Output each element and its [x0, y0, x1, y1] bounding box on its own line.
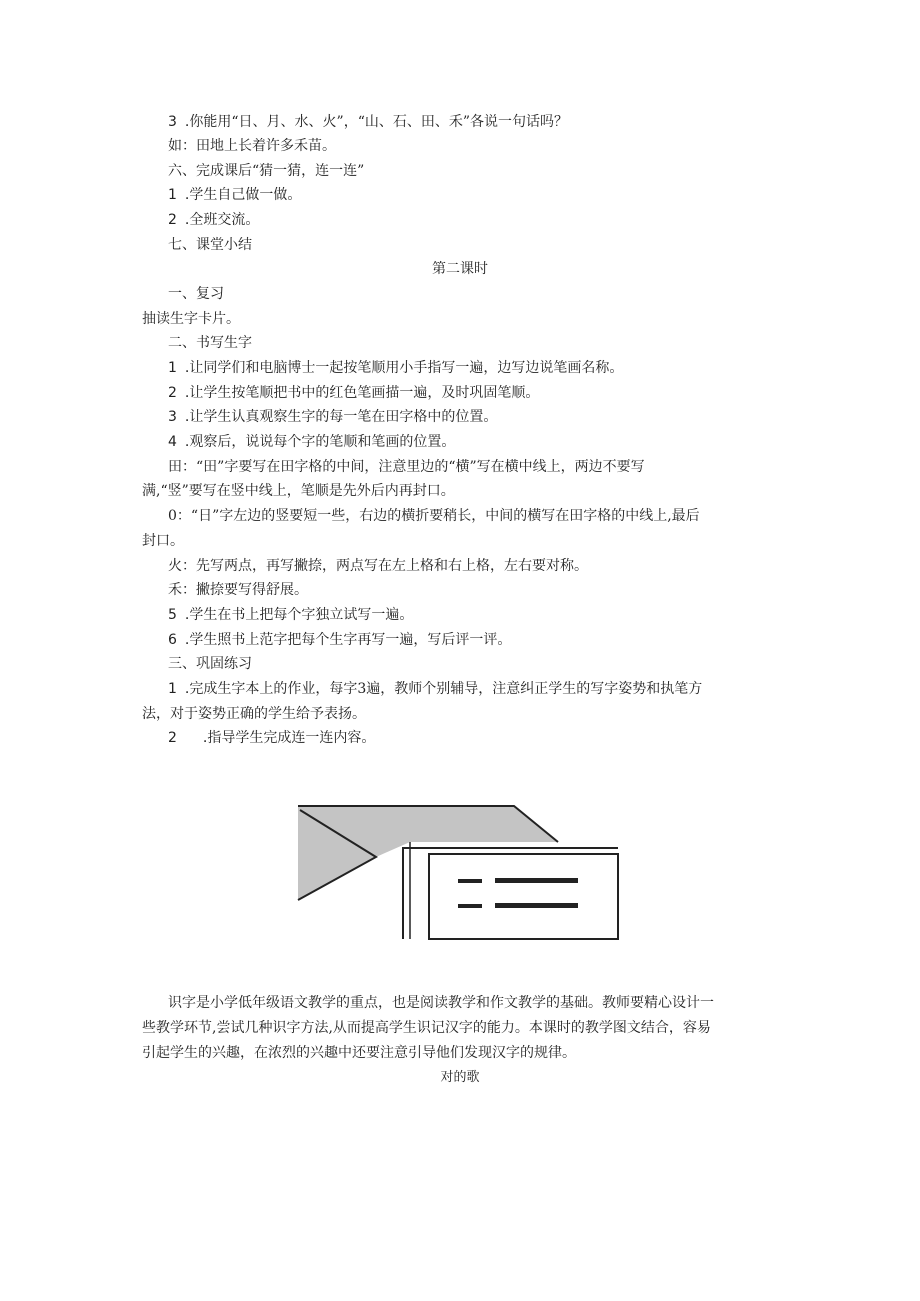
item-3-question: 3 .你能用“日、月、水、火”，“山、石、田、禾”各说一句话吗？: [168, 114, 569, 130]
section-seven-heading: 七、课堂小结: [168, 237, 252, 253]
char-he-note: 禾：撇捺要写得舒展。: [168, 582, 308, 598]
next-lesson-title: 对的歌: [440, 1070, 480, 1085]
writing-heading: 二、书写生字: [168, 335, 252, 351]
dash-short: [458, 879, 482, 883]
dash-long: [495, 878, 578, 883]
list-item: 4 .观察后，说说每个字的笔顺和笔画的位置。: [168, 434, 456, 450]
char-huo-note: 火：先写两点，再写撇捺，两点写在左上格和右上格，左右要对称。: [168, 558, 588, 574]
list-item: 2 .全班交流。: [168, 212, 260, 228]
lesson-two-title: 第二课时: [432, 261, 488, 277]
list-item: 5 .学生在书上把每个字独立试写一遍。: [168, 607, 414, 623]
summary-paragraph-line: 引起学生的兴趣，在浓烈的兴趣中还要注意引导他们发现汉字的规律。: [142, 1045, 576, 1061]
list-item: 1 .学生自己做一做。: [168, 187, 302, 203]
inner-card: [429, 854, 618, 939]
list-item: 6 .学生照书上范字把每个生字再写一遍，写后评一评。: [168, 632, 512, 648]
list-item: 3 .让学生认真观察生字的每一笔在田字格中的位置。: [168, 409, 498, 425]
char-tian-note-cont: 满,“竖”要写在竖中线上，笔顺是先外后内再封口。: [142, 483, 455, 499]
list-item: 2 .让学生按笔顺把书中的红色笔画描一遍，及时巩固笔顺。: [168, 385, 540, 401]
summary-paragraph-line: 识字是小学低年级语文教学的重点，也是阅读教学和作文教学的基础。教师要精心设计一: [168, 995, 714, 1011]
review-text: 抽读生字卡片。: [142, 311, 240, 327]
list-item-cont: 法，对于姿势正确的学生给予表扬。: [142, 706, 366, 722]
dash-short: [458, 904, 482, 908]
list-item: 1 .完成生字本上的作业，每字3遍，教师个别辅导，注意纠正学生的写字姿势和执笔方: [168, 681, 703, 697]
list-item: 2 .指导学生完成连一连内容。: [168, 730, 376, 746]
summary-paragraph-line: 些教学环节,尝试几种识字方法,从而提高学生识记汉字的能力。本课时的教学图文结合，容易: [142, 1020, 711, 1036]
example-sentence: 如：田地上长着许多禾苗。: [168, 138, 336, 154]
section-six-heading: 六、完成课后“猜一猜，连一连”: [168, 163, 365, 179]
review-heading: 一、复习: [168, 286, 224, 302]
char-ri-note: 0：“日”字左边的竖要短一些，右边的横折要稍长，中间的横写在田字格的中线上,最后: [168, 508, 700, 524]
list-item: 1 .让同学们和电脑博士一起按笔顺用小手指写一遍，边写边说笔画名称。: [168, 360, 624, 376]
dash-long: [495, 903, 578, 908]
char-tian-note: 田：“田”字要写在田字格的中间，注意里边的“横”写在横中线上，两边不要写: [168, 459, 645, 475]
char-ri-note-cont: 封口。: [142, 533, 184, 549]
practice-heading: 三、巩固练习: [168, 656, 252, 672]
slide-illustration: [296, 804, 622, 942]
